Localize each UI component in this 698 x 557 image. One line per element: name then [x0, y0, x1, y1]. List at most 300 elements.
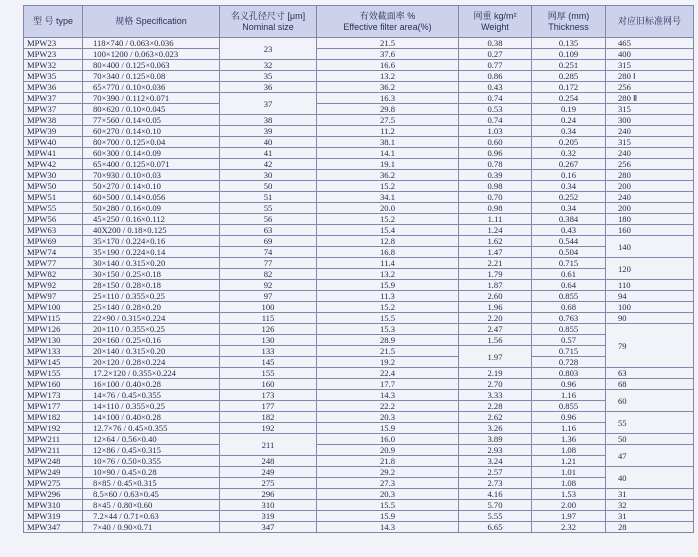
weight-cell: 2.70	[459, 379, 532, 390]
filter-area-cell: 11.4	[317, 258, 459, 269]
thickness-cell: 1.21	[532, 456, 606, 467]
table-row	[24, 49, 694, 60]
model-cell: MPW82	[24, 269, 83, 280]
filter-area-cell: 21.5	[317, 346, 459, 357]
old-standard-cell: 280	[606, 170, 694, 181]
thickness-cell: 1.16	[532, 423, 606, 434]
nominal-size-cell: 30	[220, 170, 317, 181]
thickness-cell: 0.205	[532, 137, 606, 148]
nominal-size-cell: 37	[220, 93, 317, 115]
table-row	[24, 71, 694, 82]
weight-cell: 0.74	[459, 115, 532, 126]
nominal-size-cell: 173	[220, 390, 317, 401]
weight-cell: 4.16	[459, 489, 532, 500]
filter-area-cell: 20.3	[317, 412, 459, 423]
nominal-size-cell: 100	[220, 302, 317, 313]
weight-cell: 2.93	[459, 445, 532, 456]
old-standard-cell: 120	[606, 258, 694, 280]
table-row	[24, 346, 694, 357]
specification-cell: 35×170 / 0.224×0.16	[83, 236, 220, 247]
nominal-size-cell: 177	[220, 401, 317, 412]
nominal-size-cell: 41	[220, 148, 317, 159]
specification-cell: 50×280 / 0.16×0.09	[83, 203, 220, 214]
filter-area-cell: 15.9	[317, 280, 459, 291]
table-row	[24, 38, 694, 49]
table-row	[24, 148, 694, 159]
nominal-size-cell: 133	[220, 346, 317, 357]
old-standard-cell: 68	[606, 379, 694, 390]
weight-cell: 6.65	[459, 522, 532, 533]
specification-cell: 100×1200 / 0.063×0.023	[83, 49, 220, 60]
thickness-cell: 0.803	[532, 368, 606, 379]
thickness-cell: 0.544	[532, 236, 606, 247]
thickness-cell: 1.01	[532, 467, 606, 478]
old-standard-cell: 240	[606, 126, 694, 137]
old-standard-cell: 31	[606, 511, 694, 522]
filter-area-cell: 22.2	[317, 401, 459, 412]
weight-cell: 2.47	[459, 324, 532, 335]
header-nominal-size-zh: 名义孔径尺寸 [μm]	[230, 10, 306, 21]
weight-cell: 0.98	[459, 203, 532, 214]
thickness-cell: 0.34	[532, 181, 606, 192]
filter-area-cell: 15.2	[317, 214, 459, 225]
weight-cell: 3.33	[459, 390, 532, 401]
specification-cell: 30×140 / 0.315×0.20	[83, 258, 220, 269]
thickness-cell: 0.34	[532, 203, 606, 214]
specification-cell: 8×85 / 0.45×0.315	[83, 478, 220, 489]
model-cell: MPW36	[24, 82, 83, 93]
thickness-cell: 0.252	[532, 192, 606, 203]
weight-cell: 1.03	[459, 126, 532, 137]
filter-area-cell: 16.0	[317, 434, 459, 445]
model-cell: MPW69	[24, 236, 83, 247]
weight-cell: 1.79	[459, 269, 532, 280]
thickness-cell: 0.763	[532, 313, 606, 324]
filter-area-cell: 38.1	[317, 137, 459, 148]
specification-cell: 12×86 / 0.45×0.315	[83, 445, 220, 456]
model-cell: MPW55	[24, 203, 83, 214]
filter-area-cell: 14.3	[317, 522, 459, 533]
weight-cell: 0.96	[459, 148, 532, 159]
table-row	[24, 511, 694, 522]
model-cell: MPW42	[24, 159, 83, 170]
weight-cell: 0.74	[459, 93, 532, 104]
table-row	[24, 181, 694, 192]
weight-cell: 5.55	[459, 511, 532, 522]
model-cell: MPW39	[24, 126, 83, 137]
filter-area-cell: 19.1	[317, 159, 459, 170]
thickness-cell: 0.267	[532, 159, 606, 170]
specification-cell: 70×340 / 0.125×0.08	[83, 71, 220, 82]
nominal-size-cell: 130	[220, 335, 317, 346]
table-row	[24, 225, 694, 236]
table-row	[24, 192, 694, 203]
table-row	[24, 280, 694, 291]
specification-cell: 50×270 / 0.14×0.10	[83, 181, 220, 192]
old-standard-cell: 240	[606, 148, 694, 159]
old-standard-cell: 256	[606, 159, 694, 170]
old-standard-cell: 465	[606, 38, 694, 49]
table-row	[24, 82, 694, 93]
filter-area-cell: 15.2	[317, 181, 459, 192]
model-cell: MPW100	[24, 302, 83, 313]
specification-cell: 25×110 / 0.355×0.25	[83, 291, 220, 302]
specification-cell: 20×120 / 0.28×0.224	[83, 357, 220, 368]
model-cell: MPW23	[24, 38, 83, 49]
header-filter-area-zh: 有效截面率 %	[359, 10, 416, 21]
specification-cell: 30×150 / 0.25×0.18	[83, 269, 220, 280]
table-body	[24, 38, 694, 533]
old-standard-cell: 94	[606, 291, 694, 302]
specification-cell: 20×140 / 0.315×0.20	[83, 346, 220, 357]
old-standard-cell: 315	[606, 60, 694, 71]
specification-cell: 45×250 / 0.16×0.112	[83, 214, 220, 225]
nominal-size-cell: 160	[220, 379, 317, 390]
specification-cell: 20×160 / 0.25×0.16	[83, 335, 220, 346]
thickness-cell: 1.36	[532, 434, 606, 445]
specification-cell: 60×270 / 0.14×0.10	[83, 126, 220, 137]
specification-table	[23, 5, 694, 533]
weight-cell: 1.47	[459, 247, 532, 258]
old-standard-cell: 90	[606, 313, 694, 324]
old-standard-cell: 31	[606, 489, 694, 500]
model-cell: MPW51	[24, 192, 83, 203]
nominal-size-cell: 39	[220, 126, 317, 137]
table-row	[24, 214, 694, 225]
filter-area-cell: 13.2	[317, 71, 459, 82]
table-row	[24, 357, 694, 368]
table-row	[24, 456, 694, 467]
weight-cell: 5.70	[459, 500, 532, 511]
old-standard-cell: 63	[606, 368, 694, 379]
table-row	[24, 478, 694, 489]
weight-cell: 2.73	[459, 478, 532, 489]
model-cell: MPW35	[24, 71, 83, 82]
model-cell: MPW160	[24, 379, 83, 390]
table-row	[24, 137, 694, 148]
thickness-cell: 1.08	[532, 478, 606, 489]
nominal-size-cell: 182	[220, 412, 317, 423]
specification-cell: 14×100 / 0.40×0.28	[83, 412, 220, 423]
filter-area-cell: 15.9	[317, 511, 459, 522]
thickness-cell: 0.19	[532, 104, 606, 115]
model-cell: MPW77	[24, 258, 83, 269]
weight-cell: 2.62	[459, 412, 532, 423]
model-cell: MPW249	[24, 467, 83, 478]
filter-area-cell: 20.3	[317, 489, 459, 500]
specification-cell: 12×64 / 0.56×0.40	[83, 434, 220, 445]
specification-cell: 14×110 / 0.355×0.25	[83, 401, 220, 412]
header-model: 型 号 type	[24, 6, 83, 38]
nominal-size-cell: 97	[220, 291, 317, 302]
specification-cell: 7×40 / 0.90×0.71	[83, 522, 220, 533]
filter-area-cell: 12.8	[317, 236, 459, 247]
model-cell: MPW23	[24, 49, 83, 60]
weight-cell: 3.89	[459, 434, 532, 445]
specification-cell: 28×150 / 0.28×0.18	[83, 280, 220, 291]
header-old-standard: 对应旧标准网号	[606, 6, 694, 38]
specification-cell: 8.5×60 / 0.63×0.45	[83, 489, 220, 500]
filter-area-cell: 36.2	[317, 82, 459, 93]
filter-area-cell: 17.7	[317, 379, 459, 390]
table-row	[24, 291, 694, 302]
model-cell: MPW182	[24, 412, 83, 423]
nominal-size-cell: 92	[220, 280, 317, 291]
nominal-size-cell: 42	[220, 159, 317, 170]
thickness-cell: 1.16	[532, 390, 606, 401]
table-header-row	[24, 6, 694, 38]
specification-cell: 80×400 / 0.125×0.063	[83, 60, 220, 71]
old-standard-cell: 50	[606, 434, 694, 445]
old-standard-cell: 315	[606, 104, 694, 115]
old-standard-cell: 100	[606, 302, 694, 313]
filter-area-cell: 15.4	[317, 225, 459, 236]
table-row	[24, 115, 694, 126]
table-row	[24, 467, 694, 478]
table-row	[24, 335, 694, 346]
filter-area-cell: 11.3	[317, 291, 459, 302]
thickness-cell: 0.68	[532, 302, 606, 313]
header-weight-en: Weight	[481, 21, 509, 32]
nominal-size-cell: 82	[220, 269, 317, 280]
thickness-cell: 0.34	[532, 126, 606, 137]
model-cell: MPW37	[24, 93, 83, 104]
table-row	[24, 203, 694, 214]
old-standard-cell: 40	[606, 467, 694, 489]
weight-cell: 2.21	[459, 258, 532, 269]
model-cell: MPW41	[24, 148, 83, 159]
model-cell: MPW192	[24, 423, 83, 434]
table-row	[24, 423, 694, 434]
thickness-cell: 0.57	[532, 335, 606, 346]
specification-cell: 40X200 / 0.18×0.125	[83, 225, 220, 236]
model-cell: MPW92	[24, 280, 83, 291]
old-standard-cell: 280 Ⅰ	[606, 71, 694, 82]
model-cell: MPW115	[24, 313, 83, 324]
old-standard-cell: 200	[606, 181, 694, 192]
model-cell: MPW63	[24, 225, 83, 236]
table-row	[24, 379, 694, 390]
thickness-cell: 0.96	[532, 412, 606, 423]
header-weight-zh: 网重 kg/m²	[473, 10, 517, 21]
filter-area-cell: 20.0	[317, 203, 459, 214]
weight-cell: 0.70	[459, 192, 532, 203]
specification-cell: 60×500 / 0.14×0.056	[83, 192, 220, 203]
old-standard-cell: 55	[606, 412, 694, 434]
thickness-cell: 0.61	[532, 269, 606, 280]
thickness-cell: 1.53	[532, 489, 606, 500]
filter-area-cell: 14.3	[317, 390, 459, 401]
nominal-size-cell: 126	[220, 324, 317, 335]
thickness-cell: 0.135	[532, 38, 606, 49]
old-standard-cell: 47	[606, 445, 694, 467]
thickness-cell: 0.285	[532, 71, 606, 82]
filter-area-cell: 15.5	[317, 500, 459, 511]
table-row	[24, 93, 694, 104]
model-cell: MPW155	[24, 368, 83, 379]
nominal-size-cell: 275	[220, 478, 317, 489]
table-row	[24, 324, 694, 335]
table-row	[24, 500, 694, 511]
weight-cell: 2.60	[459, 291, 532, 302]
thickness-cell: 0.43	[532, 225, 606, 236]
thickness-cell: 0.715	[532, 258, 606, 269]
specification-cell: 70×930 / 0.10×0.03	[83, 170, 220, 181]
nominal-size-cell: 74	[220, 247, 317, 258]
header-thickness	[532, 6, 606, 38]
table-row	[24, 368, 694, 379]
table-row	[24, 104, 694, 115]
weight-cell: 0.39	[459, 170, 532, 181]
nominal-size-cell: 40	[220, 137, 317, 148]
model-cell: MPW74	[24, 247, 83, 258]
filter-area-cell: 29.8	[317, 104, 459, 115]
model-cell: MPW38	[24, 115, 83, 126]
table-row	[24, 236, 694, 247]
nominal-size-cell: 77	[220, 258, 317, 269]
model-cell: MPW347	[24, 522, 83, 533]
model-cell: MPW177	[24, 401, 83, 412]
nominal-size-cell: 51	[220, 192, 317, 203]
specification-cell: 7.2×44 / 0.71×0.63	[83, 511, 220, 522]
weight-cell: 2.28	[459, 401, 532, 412]
old-standard-cell: 200	[606, 203, 694, 214]
header-filter-area	[317, 6, 459, 38]
specification-cell: 20×110 / 0.355×0.25	[83, 324, 220, 335]
nominal-size-cell: 69	[220, 236, 317, 247]
nominal-size-cell: 32	[220, 60, 317, 71]
table-row	[24, 390, 694, 401]
thickness-cell: 0.24	[532, 115, 606, 126]
nominal-size-cell: 310	[220, 500, 317, 511]
header-nominal-size-en: Nominal size	[242, 21, 294, 32]
table-row	[24, 170, 694, 181]
old-standard-cell: 400	[606, 49, 694, 60]
thickness-cell: 2.32	[532, 522, 606, 533]
specification-cell: 77×560 / 0.14×0.05	[83, 115, 220, 126]
specification-cell: 10×90 / 0.45×0.28	[83, 467, 220, 478]
nominal-size-cell: 35	[220, 71, 317, 82]
filter-area-cell: 37.6	[317, 49, 459, 60]
filter-area-cell: 14.1	[317, 148, 459, 159]
filter-area-cell: 15.9	[317, 423, 459, 434]
table-row	[24, 302, 694, 313]
old-standard-cell: 240	[606, 192, 694, 203]
thickness-cell: 0.855	[532, 324, 606, 335]
thickness-cell: 2.00	[532, 500, 606, 511]
header-thickness-en: Thickness	[548, 21, 589, 32]
nominal-size-cell: 36	[220, 82, 317, 93]
model-cell: MPW248	[24, 456, 83, 467]
model-cell: MPW310	[24, 500, 83, 511]
specification-cell: 118×740 / 0.063×0.036	[83, 38, 220, 49]
table-row	[24, 434, 694, 445]
weight-cell: 1.87	[459, 280, 532, 291]
filter-area-cell: 16.8	[317, 247, 459, 258]
thickness-cell: 0.109	[532, 49, 606, 60]
thickness-cell: 0.251	[532, 60, 606, 71]
old-standard-cell: 28	[606, 522, 694, 533]
weight-cell: 0.43	[459, 82, 532, 93]
specification-cell: 80×700 / 0.125×0.04	[83, 137, 220, 148]
model-cell: MPW130	[24, 335, 83, 346]
filter-area-cell: 29.2	[317, 467, 459, 478]
weight-cell: 1.97	[459, 346, 532, 368]
table-row	[24, 60, 694, 71]
specification-cell: 70×390 / 0.112×0.071	[83, 93, 220, 104]
thickness-cell: 0.254	[532, 93, 606, 104]
nominal-size-cell: 248	[220, 456, 317, 467]
table-row	[24, 522, 694, 533]
specification-cell: 8×45 / 0.80×0.60	[83, 500, 220, 511]
table-row	[24, 159, 694, 170]
filter-area-cell: 36.2	[317, 170, 459, 181]
specification-cell: 14×76 / 0.45×0.355	[83, 390, 220, 401]
model-cell: MPW211	[24, 434, 83, 445]
filter-area-cell: 20.9	[317, 445, 459, 456]
filter-area-cell: 16.6	[317, 60, 459, 71]
thickness-cell: 0.728	[532, 357, 606, 368]
specification-cell: 12.7×76 / 0.45×0.355	[83, 423, 220, 434]
weight-cell: 0.27	[459, 49, 532, 60]
thickness-cell: 0.855	[532, 401, 606, 412]
model-cell: MPW211	[24, 445, 83, 456]
specification-cell: 65×770 / 0.10×0.036	[83, 82, 220, 93]
nominal-size-cell: 50	[220, 181, 317, 192]
old-standard-cell: 32	[606, 500, 694, 511]
thickness-cell: 0.715	[532, 346, 606, 357]
old-standard-cell: 160	[606, 225, 694, 236]
header-thickness-zh: 网厚 (mm)	[547, 10, 590, 21]
thickness-cell: 0.504	[532, 247, 606, 258]
nominal-size-cell: 249	[220, 467, 317, 478]
table-row	[24, 401, 694, 412]
specification-cell: 60×300 / 0.14×0.09	[83, 148, 220, 159]
thickness-cell: 0.96	[532, 379, 606, 390]
model-cell: MPW56	[24, 214, 83, 225]
specification-cell: 10×76 / 0.50×0.355	[83, 456, 220, 467]
nominal-size-cell: 23	[220, 38, 317, 60]
old-standard-cell: 140	[606, 236, 694, 258]
header-filter-area-en: Effective filter area(%)	[343, 21, 432, 32]
specification-cell: 80×620 / 0.10×0.045	[83, 104, 220, 115]
weight-cell: 0.78	[459, 159, 532, 170]
table-row	[24, 313, 694, 324]
nominal-size-cell: 38	[220, 115, 317, 126]
thickness-cell: 0.16	[532, 170, 606, 181]
weight-cell: 1.11	[459, 214, 532, 225]
filter-area-cell: 21.5	[317, 38, 459, 49]
nominal-size-cell: 55	[220, 203, 317, 214]
old-standard-cell: 180	[606, 214, 694, 225]
nominal-size-cell: 56	[220, 214, 317, 225]
filter-area-cell: 27.3	[317, 478, 459, 489]
model-cell: MPW97	[24, 291, 83, 302]
nominal-size-cell: 347	[220, 522, 317, 533]
table-row	[24, 269, 694, 280]
filter-area-cell: 27.5	[317, 115, 459, 126]
filter-area-cell: 13.2	[317, 269, 459, 280]
nominal-size-cell: 115	[220, 313, 317, 324]
model-cell: MPW30	[24, 170, 83, 181]
nominal-size-cell: 319	[220, 511, 317, 522]
model-cell: MPW319	[24, 511, 83, 522]
old-standard-cell: 79	[606, 324, 694, 368]
old-standard-cell: 280 Ⅱ	[606, 93, 694, 104]
header-specification: 规格 Specification	[83, 6, 220, 38]
model-cell: MPW32	[24, 60, 83, 71]
weight-cell: 0.86	[459, 71, 532, 82]
